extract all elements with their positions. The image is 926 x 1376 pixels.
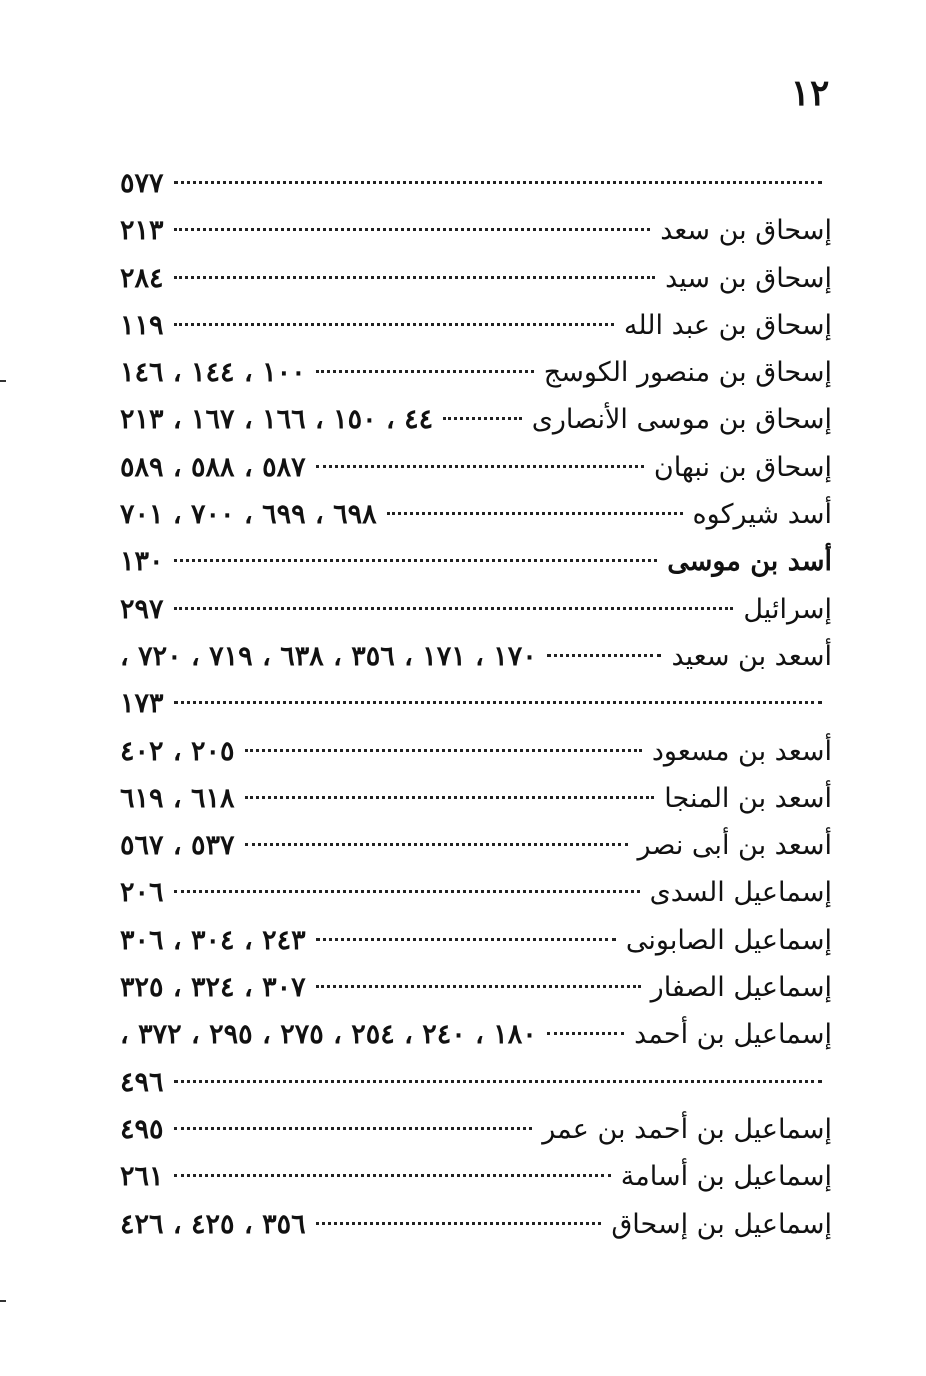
dot-leader [174,1127,533,1130]
entry-name: إسحاق بن سيد [665,262,832,294]
entry-pages: ١٧٣ [120,688,164,720]
entry-name: إسماعيل الصابونى [625,924,832,956]
index-entry [120,1201,832,1248]
entry-name: إسماعيل بن أسامة [620,1161,832,1193]
index-entry [120,1059,832,1106]
margin-mark [0,1300,6,1302]
entry-name: إسحاق بن عبد الله [623,309,832,341]
dot-leader [245,749,642,752]
index-entry [120,1106,832,1153]
entry-pages: ٢٩٧ [120,593,164,625]
dot-leader [174,276,656,279]
dot-leader [387,512,683,515]
dot-leader [174,890,640,893]
entry-name: إسحاق بن نبهان [653,451,832,483]
index-entry [120,869,832,916]
dot-leader [316,938,616,941]
margin-mark [0,380,6,382]
dot-leader [174,607,734,610]
entry-name: إسماعيل بن إسحاق [611,1208,832,1240]
entry-name: أسعد بن سعيد [671,640,832,672]
dot-leader [547,1032,624,1035]
entry-pages: ٣٠٧ ، ٣٢٤ ، ٣٢٥ [120,972,306,1004]
entry-pages: ١٧٠ ، ١٧١ ، ٣٥٦ ، ٦٣٨ ، ٧١٩ ، ٧٢٠ ، [120,640,537,672]
index-entry [120,680,832,727]
index-entry [120,444,832,491]
entry-pages: ١١٩ [120,309,164,341]
entry-name: إسماعيل الصفار [650,972,832,1004]
entry-pages: ٣٥٦ ، ٤٢٥ ، ٤٢٦ [120,1208,306,1240]
dot-leader [316,370,534,373]
dot-leader [316,1222,602,1225]
index-entry [120,255,832,302]
entry-pages: ٢٠٥ ، ٤٠٢ [120,735,235,767]
index-entry [120,586,832,633]
entry-name: إسرائيل [743,593,832,625]
entry-pages: ١٣٠ [120,546,164,578]
dot-leader [245,796,655,799]
entry-pages: ٢٠٦ [120,877,164,909]
index-entry [120,349,832,396]
index-entry [120,302,832,349]
entry-pages: ٥٨٧ ، ٥٨٨ ، ٥٨٩ [120,451,306,483]
dot-leader [316,465,644,468]
index-entry [120,207,832,254]
entry-name: أسد شيركوه [692,499,832,531]
index-entry [120,396,832,443]
index-entry [120,964,832,1011]
entry-pages: ٢٤٣ ، ٣٠٤ ، ٣٠٦ [120,924,306,956]
dot-leader [174,181,822,184]
dot-leader [547,654,662,657]
dot-leader [174,701,822,704]
entry-pages: ٥٧٧ [120,168,164,199]
entry-pages: ٤٤ ، ١٥٠ ، ١٦٦ ، ١٦٧ ، ٢١٣ [120,404,434,436]
index-entry [120,1011,832,1058]
dot-leader [174,1080,822,1083]
entry-pages: ٦٩٨ ، ٦٩٩ ، ٧٠٠ ، ٧٠١ [120,499,377,531]
entry-name: أسعد بن المنجا [664,782,832,814]
index-entry [120,160,832,207]
dot-leader [443,417,522,420]
dot-leader [245,843,628,846]
dot-leader [174,323,614,326]
index-entry [120,822,832,869]
entry-name: أسعد بن أبى نصر [637,830,832,862]
dot-leader [174,1174,611,1177]
dot-leader [174,228,651,231]
index-entry [120,633,832,680]
dot-leader [174,559,658,562]
index-entry [120,491,832,538]
entry-pages: ٤٩٥ [120,1113,164,1145]
index-entry [120,917,832,964]
index-entry [120,538,832,585]
index-entry [120,1153,832,1200]
entry-pages: ٦١٨ ، ٦١٩ [120,782,235,814]
entry-pages: ٢٦١ [120,1161,164,1193]
entry-pages: ٢٨٤ [120,262,164,294]
index-list [120,160,832,1248]
entry-name: إسماعيل السدى [649,877,832,909]
entry-pages: ٥٣٧ ، ٥٦٧ [120,830,235,862]
entry-name: أسد بن موسى [667,546,832,578]
entry-pages: ٤٩٦ [120,1066,164,1098]
entry-name: إسحاق بن موسى الأنصارى [531,404,832,436]
page-number: ١٢ [790,72,830,114]
entry-name: إسحاق بن سعد [660,215,832,247]
entry-name: إسماعيل بن أحمد بن عمر [542,1113,832,1145]
index-entry [120,728,832,775]
entry-pages: ١٨٠ ، ٢٤٠ ، ٢٥٤ ، ٢٧٥ ، ٢٩٥ ، ٣٧٢ ، [120,1019,537,1051]
entry-name: أسعد بن مسعود [651,735,832,767]
entry-pages: ٢١٣ [120,215,164,247]
dot-leader [316,985,641,988]
entry-name: إسماعيل بن أحمد [634,1019,832,1051]
index-entry [120,775,832,822]
entry-name: إسحاق بن منصور الكوسج [543,357,832,389]
entry-pages: ١٠٠ ، ١٤٤ ، ١٤٦ [120,357,306,389]
